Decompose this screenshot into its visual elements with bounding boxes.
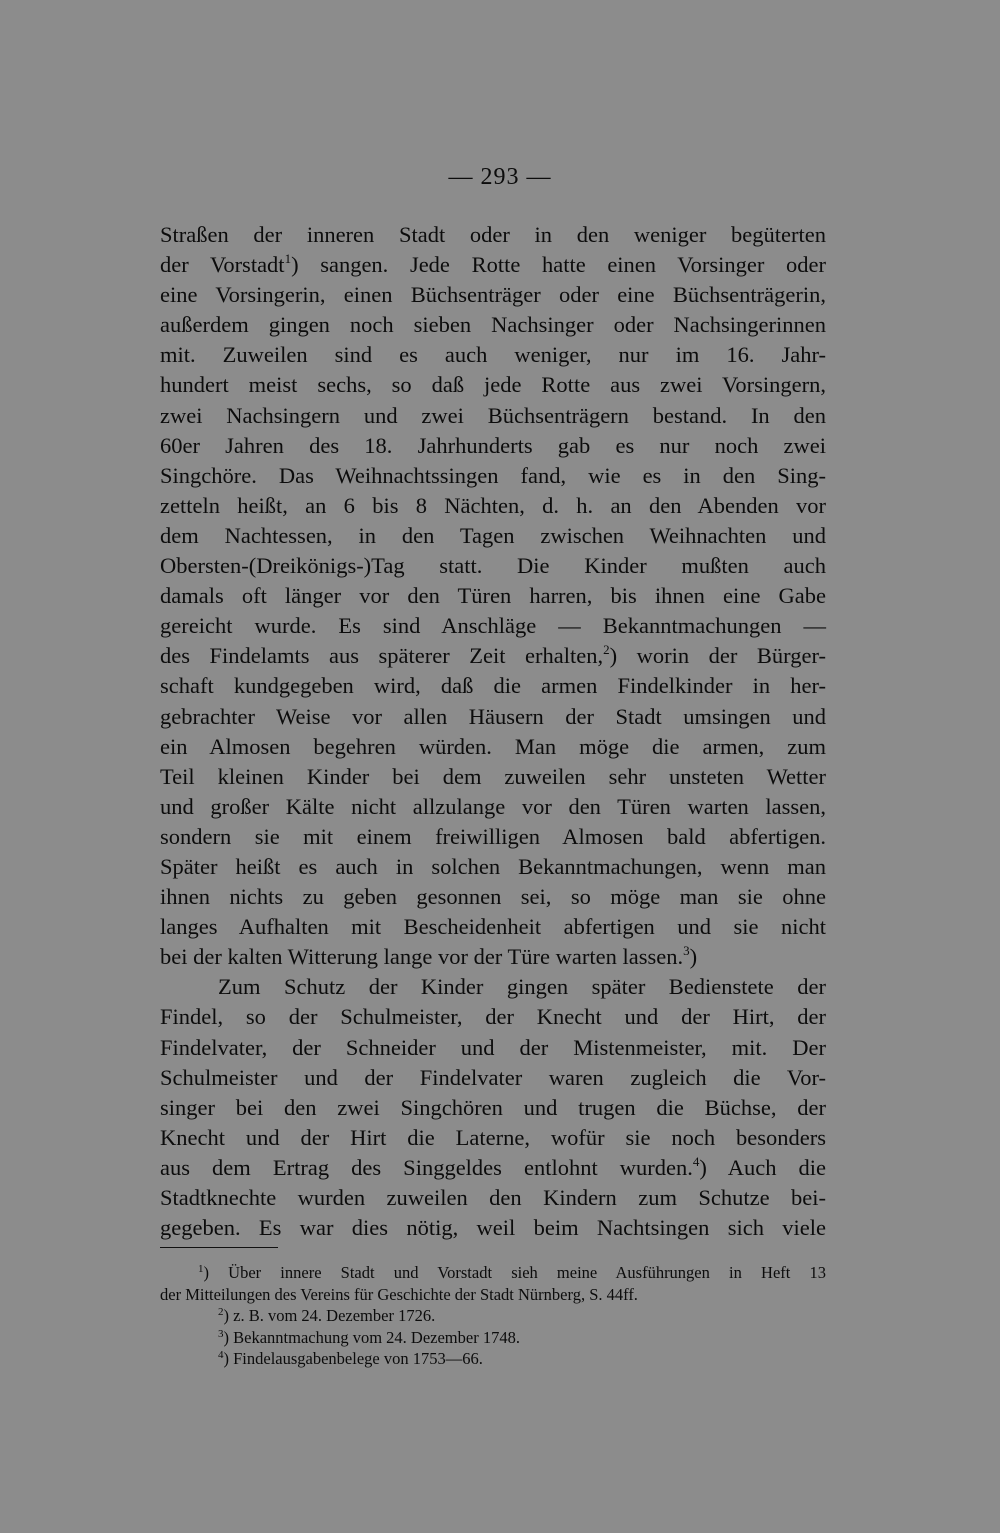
text-line bbox=[160, 370, 826, 400]
text-line bbox=[160, 942, 826, 972]
text-line-content: Singchöre. Das Weihnachtssingen fand, wie es in den Sing- bbox=[160, 462, 826, 488]
text-line-content: ihnen nichts zu geben gesonnen sei, so möge man sie ohne bbox=[160, 884, 826, 910]
text-line bbox=[160, 792, 826, 822]
footnote-marker: 2 bbox=[218, 1306, 224, 1318]
text-line-content: damals oft länger vor den Türen harren, bis ihnen eine Gabe bbox=[160, 583, 826, 609]
footnote-line bbox=[160, 1262, 826, 1284]
footnote-line bbox=[160, 1348, 826, 1370]
text-line bbox=[160, 340, 826, 370]
text-line-continuation: ) worin der Bürger- bbox=[609, 643, 826, 669]
text-line bbox=[160, 611, 826, 641]
text-line-content: der Vorstadt bbox=[160, 252, 285, 278]
text-line bbox=[160, 220, 826, 250]
text-line bbox=[160, 1033, 826, 1063]
text-line-continuation: ) sangen. Jede Rotte hatte einen Vorsinger oder bbox=[291, 252, 826, 278]
footnote-text: ) Über innere Stadt und Vorstadt sieh meine Ausführungen in Heft 13 bbox=[203, 1263, 826, 1282]
text-line bbox=[160, 671, 826, 701]
text-line-content: bei der kalten Witterung lange vor der Türe warten lassen. bbox=[160, 944, 684, 970]
text-line-content: zwei Nachsingern und zwei Büchsenträgern bestand. In den bbox=[160, 402, 826, 428]
text-line bbox=[160, 972, 826, 1002]
text-line-content: aus dem Ertrag des Singgeldes entlohnt wurden. bbox=[160, 1154, 693, 1180]
text-line-content: Findel, so der Schulmeister, der Knecht und der Hirt, der bbox=[160, 1004, 826, 1030]
text-line-content: und großer Kälte nicht allzulange vor den Türen warten lassen, bbox=[160, 793, 826, 819]
text-line-continuation: ) Auch die bbox=[699, 1154, 827, 1180]
text-line-content: außerdem gingen noch sieben Nachsinger oder Nachsingerinnen bbox=[160, 312, 826, 338]
text-line-content: Schulmeister und der Findelvater waren zugleich die Vor- bbox=[160, 1064, 826, 1090]
footnote-marker: 1 bbox=[198, 1263, 204, 1275]
text-line-content: eine Vorsingerin, einen Büchsenträger oder eine Büchsenträgerin, bbox=[160, 282, 826, 308]
text-line-content: Stadtknechte wurden zuweilen den Kindern zum Schutze bei- bbox=[160, 1185, 826, 1210]
text-line bbox=[160, 1063, 826, 1093]
text-line-content: gegeben. Es war dies nötig, weil beim Nachtsingen sich viele bbox=[160, 1215, 826, 1241]
text-line bbox=[160, 491, 826, 521]
text-line bbox=[160, 551, 826, 581]
text-line bbox=[160, 280, 826, 310]
text-line bbox=[160, 521, 826, 551]
text-line-continuation: ) bbox=[689, 944, 698, 970]
text-line-content: gebrachter Weise vor allen Häusern der Stadt umsingen und bbox=[160, 703, 826, 729]
text-line bbox=[160, 1093, 826, 1123]
text-line-content: langes Aufhalten mit Bescheidenheit abfertigen und sie nicht bbox=[160, 914, 826, 940]
text-line bbox=[160, 581, 826, 611]
text-line-content: 60er Jahren des 18. Jahrhunderts gab es nur noch zwei bbox=[160, 432, 826, 458]
text-line bbox=[160, 310, 826, 340]
footnote-reference: 4 bbox=[692, 1153, 700, 1169]
text-line-content: singer bei den zwei Singchören und trugen die Büchse, der bbox=[160, 1094, 826, 1120]
footnote-text: ) Bekanntmachung vom 24. Dezember 1748. bbox=[223, 1327, 520, 1347]
text-line-content: zetteln heißt, an 6 bis 8 Nächten, d. h. an den Abenden vor bbox=[160, 492, 826, 518]
text-line bbox=[160, 1153, 826, 1183]
text-line-content: Straßen der inneren Stadt oder in den weniger begüterten bbox=[160, 222, 826, 247]
text-line-content: Knecht und der Hirt die Laterne, wofür sie noch besonders bbox=[160, 1124, 826, 1150]
text-line bbox=[160, 882, 826, 912]
footnote-marker: 3 bbox=[218, 1327, 224, 1340]
text-line bbox=[160, 1002, 826, 1032]
text-line bbox=[160, 852, 826, 882]
footnote-text: der Mitteilungen des Vereins für Geschichte der Stadt Nürnberg, S. 44ff. bbox=[160, 1284, 638, 1304]
footnote-text: ) z. B. vom 24. Dezember 1726. bbox=[223, 1306, 436, 1325]
text-line bbox=[160, 702, 826, 732]
footnote-reference: 2 bbox=[603, 642, 610, 658]
text-line bbox=[160, 1183, 826, 1213]
text-line-content: dem Nachtessen, in den Tagen zwischen Weihnachten und bbox=[160, 522, 826, 548]
text-line bbox=[160, 912, 826, 942]
text-line bbox=[160, 461, 826, 491]
text-line bbox=[160, 641, 826, 671]
page-number: — 293 — bbox=[448, 164, 552, 190]
text-line-content: Teil kleinen Kinder bei dem zuweilen sehr unsteten Wetter bbox=[160, 763, 826, 789]
text-line-content: Findelvater, der Schneider und der Mistenmeister, mit. Der bbox=[160, 1034, 826, 1060]
text-line-content: hundert meist sechs, so daß jede Rotte aus zwei Vorsingern, bbox=[160, 372, 826, 398]
text-line bbox=[160, 1123, 826, 1153]
footnote-reference: 3 bbox=[683, 943, 690, 959]
text-line bbox=[160, 1213, 826, 1243]
text-line bbox=[160, 762, 826, 792]
text-line-content: des Findelamts aus späterer Zeit erhalten, bbox=[160, 643, 604, 669]
text-line bbox=[160, 431, 826, 461]
footnote-line bbox=[160, 1284, 826, 1306]
footnote-text: ) Findelausgabenbelege von 1753—66. bbox=[223, 1349, 483, 1368]
footnote-reference: 1 bbox=[284, 251, 292, 267]
footnote-marker: 4 bbox=[218, 1349, 224, 1361]
text-line-content: ein Almosen begehren würden. Man möge die armen, zum bbox=[160, 733, 826, 759]
text-line bbox=[160, 822, 826, 852]
body-text bbox=[160, 220, 826, 1243]
footnote-line bbox=[160, 1305, 826, 1327]
text-line-content: mit. Zuweilen sind es auch weniger, nur im 16. Jahr- bbox=[160, 342, 826, 368]
text-line-content: Obersten-(Dreikönigs-)Tag statt. Die Kinder mußten auch bbox=[160, 553, 826, 579]
text-line-content: Zum Schutz der Kinder gingen später Bedienstete der bbox=[218, 974, 826, 1000]
text-line-content: Später heißt es auch in solchen Bekanntmachungen, wenn man bbox=[160, 853, 826, 879]
text-line-content: gereicht wurde. Es sind Anschläge — Bekanntmachungen — bbox=[160, 613, 826, 639]
footnotes bbox=[160, 1262, 826, 1370]
text-line bbox=[160, 250, 826, 280]
text-line-content: schaft kundgegeben wird, daß die armen Findelkinder in her- bbox=[160, 673, 826, 699]
text-line-content: sondern sie mit einem freiwilligen Almosen bald abfertigen. bbox=[160, 823, 826, 849]
footnote-line bbox=[160, 1327, 826, 1349]
text-line bbox=[160, 732, 826, 762]
footnote-rule bbox=[160, 1247, 278, 1248]
text-line bbox=[160, 401, 826, 431]
